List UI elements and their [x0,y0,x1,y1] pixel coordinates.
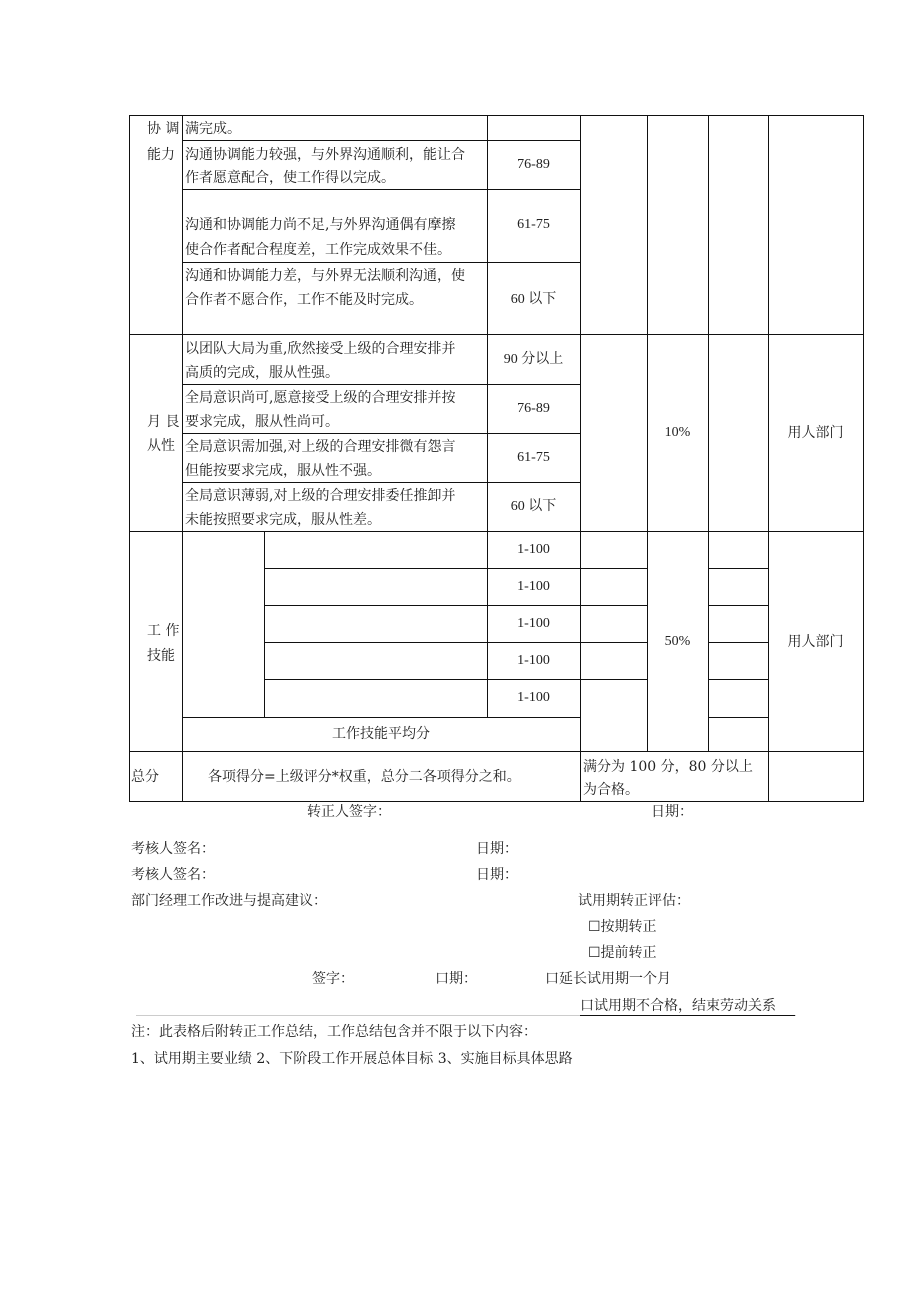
option-terminate[interactable]: 口试用期不合格，结束劳动关系 [580,998,776,1014]
skills-range-4: 1-100 [517,653,550,668]
obedience-row-2-line-2: 要求完成，服从性尚可。 [185,414,339,430]
skills-department: 用人部门 [787,634,844,650]
total-formula: 各项得分=上级评分*权重，总分二各项得分之和。 [208,769,521,785]
obedience-weight: 10% [664,425,691,440]
skills-average-label: 工作技能平均分 [332,726,430,742]
obedience-row-4-line-1: 全局意识薄弱,对上级的合理安排委任推卸并 [185,488,456,504]
obedience-row-4-score: 60 以下 [510,499,557,514]
obedience-label-2: 从性 [147,438,175,454]
coordination-row-3-line-1: 沟通和协调能力尚不足,与外界沟通偶有摩擦 [185,217,456,233]
skills-range-5: 1-100 [517,690,550,705]
manager-suggestion-label: 部门经理工作改进与提高建议： [131,893,327,909]
total-label: 总分 [131,769,159,785]
reviewer-1-date-label: 日期： [476,841,518,857]
manager-date-label: 口期： [435,971,477,987]
coordination-row-4-score: 60 以下 [510,292,557,307]
skills-weight: 50% [664,634,691,649]
coordination-row-3-line-2: 使合作者配合程度差，工作完成效果不佳。 [185,242,451,258]
obedience-row-4-line-2: 未能按照要求完成，服从性差。 [185,512,381,528]
option-terminate-underline [580,1015,795,1016]
note-items: 1、试用期主要业绩 2、下阶段工作开展总体目标 3、实施目标具体思路 [131,1051,573,1067]
coordination-row-3-score: 61-75 [517,217,550,232]
option-extend[interactable]: 口延长试用期一个月 [545,971,671,987]
total-pass-line-2: 为合格。 [583,782,639,798]
obedience-department: 用人部门 [787,425,844,441]
obedience-row-2-line-1: 全局意识尚可,愿意接受上级的合理安排并按 [185,390,456,406]
obedience-row-1-score: 90 分以上 [503,352,564,367]
coordination-row-2-score: 76-89 [517,157,550,172]
skills-label-2: 技能 [147,648,175,664]
obedience-row-2-score: 76-89 [517,401,550,416]
skills-label-1: 工 作 [147,623,180,639]
coordination-row-2-line-1: 沟通协调能力较强，与外界沟通顺利，能让合 [185,147,465,163]
obedience-label-1: 月 艮 [147,414,180,430]
option-on-schedule[interactable]: ☐按期转正 [588,919,657,935]
skills-range-3: 1-100 [517,616,550,631]
total-pass-line-1: 满分为 100 分，80 分以上 [583,759,753,775]
coordination-row-2-line-2: 作者愿意配合，使工作得以完成。 [185,170,395,186]
reviewer-2-date-label: 日期： [476,867,518,883]
obedience-row-1-line-2: 高质的完成，服从性强。 [185,365,339,381]
note-text: 注：此表格后附转正工作总结，工作总结包含并不限于以下内容： [131,1024,537,1040]
skills-range-2: 1-100 [517,579,550,594]
coordination-row-1-line-1: 满完成。 [185,121,241,137]
obedience-row-3-line-1: 全局意识需加强,对上级的合理安排微有怨言 [185,439,456,455]
coordination-label-1: 协 调 [147,121,180,137]
confirm-sign-label: 转正人签字： [307,804,391,820]
obedience-row-1-line-1: 以团队大局为重,欣然接受上级的合理安排并 [185,341,456,357]
skills-range-1: 1-100 [517,542,550,557]
coordination-row-4-line-2: 合作者不愿合作，工作不能及时完成。 [185,292,423,308]
obedience-row-3-score: 61-75 [517,450,550,465]
option-early[interactable]: ☐提前转正 [588,945,657,961]
confirm-date-label: 日期： [651,804,693,820]
evaluation-title: 试用期转正评估： [578,893,690,909]
manager-sign-label: 签字： [312,971,354,987]
obedience-row-3-line-2: 但能按要求完成，服从性不强。 [185,463,381,479]
reviewer-2-sign-label: 考核人签名： [131,867,215,883]
coordination-label-2: 能力 [147,147,175,163]
coordination-row-4-line-1: 沟通和协调能力差，与外界无法顺利沟通，使 [185,268,465,284]
reviewer-1-sign-label: 考核人签名： [131,841,215,857]
